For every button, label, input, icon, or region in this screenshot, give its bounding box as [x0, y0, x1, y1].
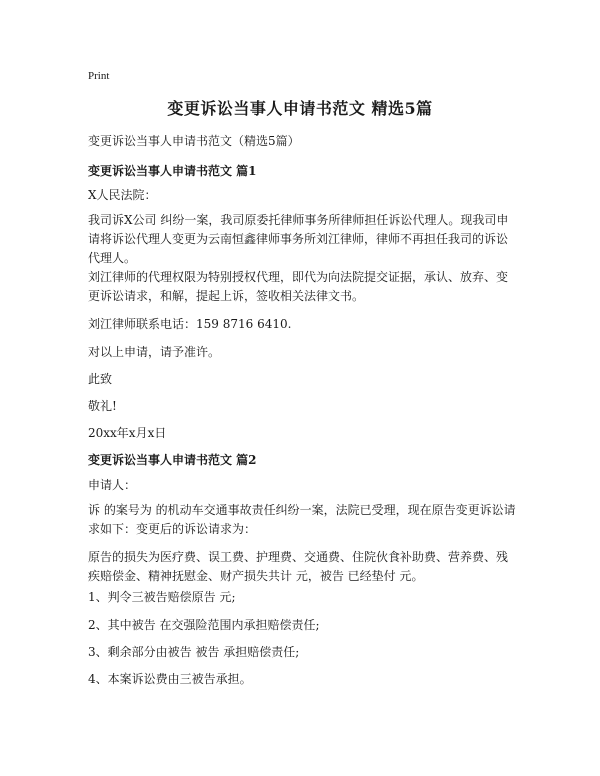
paragraph: 刘江律师的代理权限为特别授权代理，即代为向法院提交证据，承认、放弃、变更诉讼请求，和解，提起上诉，签收相关法律文书。: [88, 270, 509, 303]
applicant-label: 申请人：: [88, 478, 137, 492]
paragraph: 诉 的案号为 的机动车交通事故责任纠纷一案，法院已受理，现在原告变更诉讼请求如下：变更后的诉讼请求为：: [88, 503, 516, 536]
date: 20xx年x月x日: [88, 426, 167, 440]
salutation: X人民法院：: [88, 188, 157, 202]
list-item: 1、判令三被告赔偿原告 元;: [88, 590, 236, 604]
paragraph: 对以上申请，请予准许。: [88, 345, 221, 359]
subtitle: 变更诉讼当事人申请书范文（精选5篇）: [88, 134, 300, 148]
section-heading-1: 变更诉讼当事人申请书范文 篇1: [88, 164, 257, 178]
list-item: 2、其中被告 在交强险范围内承担赔偿责任;: [88, 618, 320, 632]
section-heading-2: 变更诉讼当事人申请书范文 篇2: [88, 453, 257, 467]
paragraph: 刘江律师联系电话：159 8716 6410.: [88, 317, 292, 331]
paragraph: 敬礼!: [88, 399, 117, 413]
paragraph: 我司诉X公司 纠纷一案，我司原委托律师事务所律师担任诉讼代理人。现我司申请将诉讼代理人变更为云南恒鑫律师事务所刘江律师，律师不再担任我司的诉讼代理人。: [88, 213, 509, 265]
list-item: 4、本案诉讼费由三被告承担。: [88, 672, 252, 686]
page-title: 变更诉讼当事人申请书范文 精选5篇: [167, 99, 433, 118]
paragraph: 原告的损失为医疗费、误工费、护理费、交通费、住院伙食补助费、营养费、残疾赔偿金、精神抚慰金、财产损失共计 元，被告 已经垫付 元。: [88, 550, 509, 583]
print-label[interactable]: Print: [88, 70, 110, 82]
paragraph: 此致: [88, 372, 113, 386]
list-item: 3、剩余部分由被告 被告 承担赔偿责任;: [88, 645, 300, 659]
